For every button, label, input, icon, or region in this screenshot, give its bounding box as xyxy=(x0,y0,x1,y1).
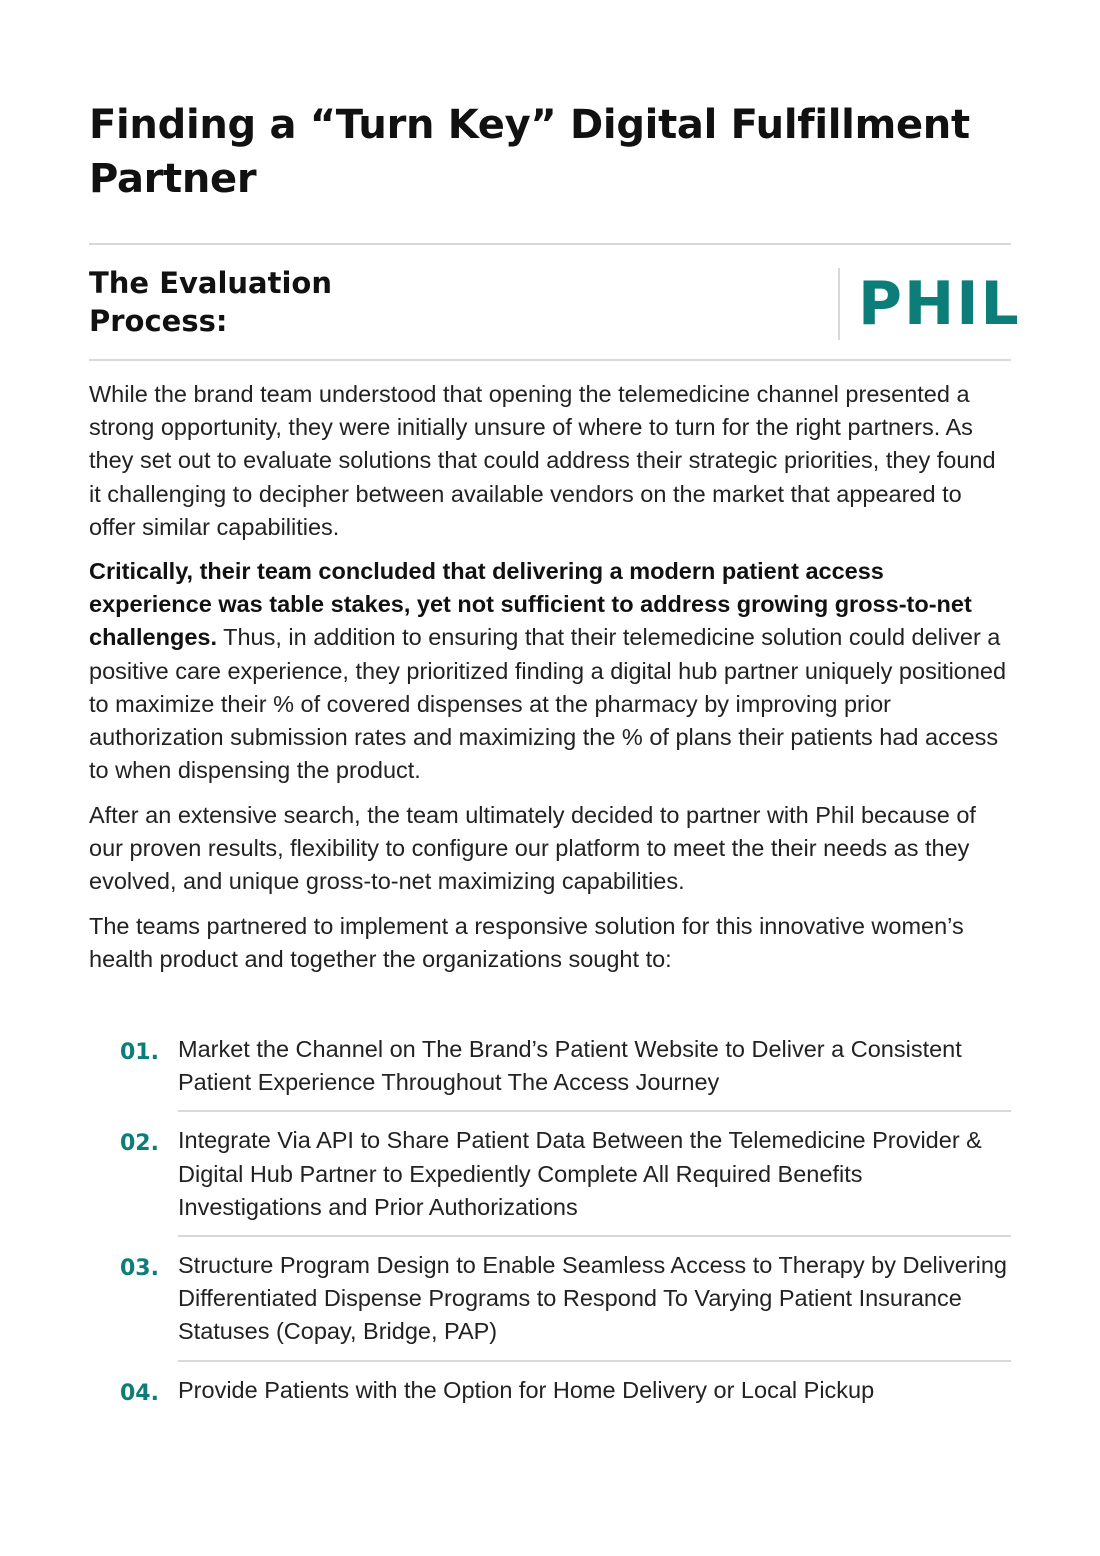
paragraph-priorities-rest: Thus, in addition to ensuring that their telemedicine solution could deliver a positive care experience, they prioritized finding a digital hub partner uniquely positioned to maximize their % of covered dispenses at the pharmacy by improving prior authorization submission rates and maximizing the % of plans their patients had access to when dispensing the product. xyxy=(89,624,1007,784)
section-divider-top xyxy=(89,243,1011,245)
goal-item-4 xyxy=(89,1374,1011,1420)
section-divider-bottom xyxy=(89,359,1011,361)
section-title xyxy=(89,264,469,340)
paragraph-priorities-bold: Critically, their team concluded that delivering a modern patient access experience was table stakes, yet not sufficient to address growing gross-to-net challenges. xyxy=(89,558,972,651)
goal-text: Provide Patients with the Option for Home Delivery or Local Pickup xyxy=(178,1376,875,1403)
logo-divider xyxy=(838,268,840,340)
goal-text: Integrate Via API to Share Patient Data Between the Telemedicine Provider & Digital Hub Partner to Expediently Complete All Required Benefits Investigations and Prior Authorizations xyxy=(178,1127,982,1220)
page-title: Finding a “Turn Key” Digital Fulfillment Partner xyxy=(89,102,970,202)
goal-item-1 xyxy=(89,1033,1011,1112)
goal-number: 01. xyxy=(120,1040,159,1065)
goal-text: Structure Program Design to Enable Seamless Access to Therapy by Delivering Differentiated Dispense Programs to Respond To Varying Patient Insurance Statuses (Copay, Bridge, PAP) xyxy=(178,1252,1007,1345)
paragraph-goals-intro: The teams partnered to implement a responsive solution for this innovative women’s health product and together the organizations sought to: xyxy=(89,913,964,973)
goal-number: 04. xyxy=(120,1380,159,1406)
goal-item-3 xyxy=(89,1249,1011,1362)
paragraph-intro: While the brand team understood that opening the telemedicine channel presented a strong opportunity, they were initially unsure of where to turn for the right partners. As they set out to evaluate solutions that could address their strategic priorities, they found it challenging to decipher between available vendors on the market that appeared to offer similar capabilities. xyxy=(89,381,996,540)
paragraph-priorities xyxy=(89,555,1011,787)
goal-number: 02. xyxy=(120,1131,159,1157)
paragraph-decision: After an extensive search, the team ultimately decided to partner with Phil because of our proven results, flexibility to configure our platform to meet the their needs as they evolved, and unique gross-to-net maximizing capabilities. xyxy=(89,802,976,895)
section-title-line2: Process: xyxy=(89,304,228,338)
goals-list xyxy=(89,1033,1011,1432)
phil-logo: PHIL xyxy=(858,269,1021,339)
section-title-line1: The Evaluation xyxy=(89,266,333,300)
goal-text: Market the Channel on The Brand’s Patient Website to Deliver a Consistent Patient Experience Throughout The Access Journey xyxy=(178,1036,962,1096)
goal-number: 03. xyxy=(120,1256,159,1282)
goal-item-2 xyxy=(89,1124,1011,1237)
